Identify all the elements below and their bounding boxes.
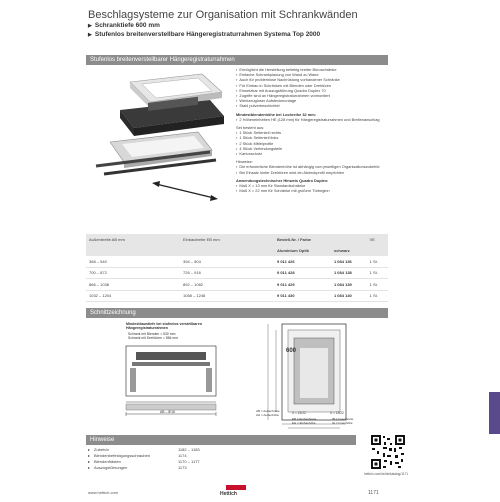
chapter-side-tab bbox=[489, 392, 500, 434]
dim-label-600: 600 bbox=[286, 348, 297, 354]
tri-icon: ▸ bbox=[88, 465, 91, 470]
drawing-note-item: Schrank mit Drehtüren = 556 mm bbox=[128, 336, 179, 341]
section-bar-hinweise: Hinweise bbox=[86, 435, 356, 445]
feature-list bbox=[236, 67, 386, 193]
hinweis-page: 1182 – 1183 bbox=[178, 447, 200, 452]
legend-item: EH = Einbauhöhe bbox=[292, 420, 316, 425]
product-image bbox=[90, 70, 232, 220]
table-cell: 1 084 138 bbox=[331, 267, 367, 279]
table-header: VE bbox=[367, 234, 388, 245]
hinweis-page: 1170 – 1177 bbox=[178, 459, 200, 464]
table-cell: 1 084 140 bbox=[331, 290, 367, 302]
feature-item: ▪ Stahl pulverbeschichtet bbox=[236, 103, 386, 108]
table-cell: 1 St. bbox=[367, 279, 388, 291]
hinweis-label: Zubehör bbox=[94, 447, 109, 452]
feature-item: ▪ Einsetzbar mit Auszugsführung Quadro Duplex 70 bbox=[236, 88, 386, 93]
feature-item: ▪ Werkzeugloser Aufsteckmontage bbox=[236, 98, 386, 103]
legend-item: IH = Innenhöhe bbox=[332, 420, 353, 425]
technical-drawing bbox=[86, 318, 388, 434]
triangle-icon: ▶ bbox=[88, 23, 92, 29]
table-cell: 1032 – 1204 bbox=[86, 290, 180, 302]
table-cell: 394 – 504 bbox=[180, 256, 274, 267]
triangle-icon: ▶ bbox=[88, 32, 92, 38]
min-height-title: Mindestblendenhöhe bei Lochreihe 32 mm: bbox=[236, 111, 316, 117]
table-header: Bestell-Nr. / Farbe bbox=[274, 234, 367, 245]
quadro-title: Anwendungstechnischer Hinweis Quadro Duplex: bbox=[236, 177, 329, 183]
set-item: ▪ Kartonschutz bbox=[236, 151, 386, 156]
drawing-legend bbox=[256, 410, 280, 418]
drawing-note-title: Mindestbaustiefe bei stufenlos verstellbaren Hängeregistraturrahmen bbox=[126, 322, 202, 331]
table-subheader: schwarz bbox=[331, 245, 367, 256]
feature-item: ▪ Für Einbau in Schränken mit Blenden oder Drehtüren bbox=[236, 83, 386, 88]
table-header: Außenbreite AB mm bbox=[86, 234, 180, 245]
set-item: ▪ 1 Stück Seitenteil rechts bbox=[236, 130, 386, 135]
hinweis-label: Blendenbefestigungsschrauben bbox=[94, 453, 151, 458]
feature-item: ▪ Auch für problemlose Nachrüstung vorhandener Schränke bbox=[236, 77, 386, 82]
table-cell: 9 011 428 bbox=[274, 267, 331, 279]
page-title: Beschlagsysteme zur Organisation mit Schrankwänden bbox=[88, 9, 358, 21]
header-bullet-1 bbox=[88, 22, 160, 29]
set-item: ▪ 2 Stück Mittelprofile bbox=[236, 141, 386, 146]
table-cell: 1 St. bbox=[367, 256, 388, 267]
legend-item: EB = Einbaubreite bbox=[292, 417, 317, 421]
table-cell: 1058 – 1248 bbox=[180, 290, 274, 302]
drawing-legend-2 bbox=[292, 418, 316, 426]
notes-title: Hinweise: bbox=[236, 159, 253, 165]
dim-label-ab: AB – 8/16 bbox=[160, 410, 175, 414]
table-cell: 1 084 136 bbox=[331, 256, 367, 267]
section-bar-drawing: Schnittzeichnung bbox=[86, 308, 388, 318]
table-cell: 726 – 916 bbox=[180, 267, 274, 279]
hinweis-label: Auszugsführungen bbox=[94, 465, 128, 470]
table-cell: 9 011 426 bbox=[274, 256, 331, 267]
header-bullet-2 bbox=[88, 31, 320, 38]
notes-item: ▪ Die erforderliche Blendenhöhe ist abhängig vom jeweiligen Organisationszubehör bbox=[236, 164, 386, 169]
table-subheader bbox=[86, 245, 180, 256]
table-row bbox=[86, 256, 388, 267]
set-title: Set besteht aus: bbox=[236, 125, 265, 131]
table-header-row bbox=[86, 234, 388, 245]
header-bullet-text: Stufenlos breitenverstellbare Hängeregistraturrahmen Systema Top 2000 bbox=[94, 31, 321, 38]
footer-brand: Hettich bbox=[220, 491, 237, 497]
quadro-item: ▪ Maß X = 22 mm für Schränke mit großem Türbeginn bbox=[236, 188, 386, 193]
set-item: ▪ 1 Stück Seitenteil links bbox=[236, 135, 386, 140]
legend-item: AH = Außenhöhe bbox=[256, 412, 279, 417]
footer-url[interactable]: www.hettich.com bbox=[88, 490, 119, 495]
hinweis-label: Blendenfrästen bbox=[94, 459, 121, 464]
notes-item: ▪ Bei Einsatz hinter Drehtüren wird ein Abdeckprofil empfohlen bbox=[236, 170, 386, 175]
qr-caption[interactable]: hettich.com/de/de/katalog/1171 bbox=[364, 472, 409, 476]
hinweis-page: 1173 bbox=[178, 465, 187, 470]
table-subheader bbox=[180, 245, 274, 256]
tri-icon: ▸ bbox=[88, 453, 91, 458]
legend-item: AB = Außenbreite bbox=[256, 409, 280, 413]
table-cell: 892 – 1082 bbox=[180, 279, 274, 291]
list-item bbox=[86, 465, 388, 471]
table-cell: 1 St. bbox=[367, 267, 388, 279]
page-number: 1171 bbox=[368, 490, 379, 496]
feature-item: ▪ Ermöglicht die Herstellung beliebig breiter Büroschränke bbox=[236, 67, 386, 72]
hinweis-page: 1174 bbox=[178, 453, 187, 458]
table-cell: 368 – 540 bbox=[86, 256, 180, 267]
table-subheader-row bbox=[86, 245, 388, 256]
table-cell: 9 011 429 bbox=[274, 279, 331, 291]
feature-item: ▪ Zugriffe sind an Hängeregistraturrahmen vormontiert bbox=[236, 93, 386, 98]
drawing-legend-3 bbox=[332, 418, 353, 426]
set-item: ▪ 4 Stück Verbindungsteile bbox=[236, 146, 386, 151]
feature-item: ▪ Einfache Schrankplanung von Wand zu Wand bbox=[236, 72, 386, 77]
tri-icon: ▸ bbox=[88, 447, 91, 452]
table-cell: 1 St. bbox=[367, 290, 388, 302]
frame-profile bbox=[136, 352, 206, 360]
section-bar-product: Stufenlos breitenverstellbarer Hängeregistraturrahmen bbox=[86, 55, 388, 65]
table-row bbox=[86, 267, 388, 279]
table-subheader: Aluminium Optik bbox=[274, 245, 331, 256]
table-header: Einbaubreite EB mm bbox=[180, 234, 274, 245]
table-row bbox=[86, 290, 388, 302]
table-cell: 9 011 430 bbox=[274, 290, 331, 302]
product-table bbox=[86, 234, 388, 302]
table-cell: 700 – 872 bbox=[86, 267, 180, 279]
qr-code-icon[interactable] bbox=[370, 434, 406, 470]
table-cell: 1 084 139 bbox=[331, 279, 367, 291]
table-subheader bbox=[367, 245, 388, 256]
header-bullet-text: Schranktiefe 600 mm bbox=[94, 22, 160, 29]
table-cell: 866 – 1038 bbox=[86, 279, 180, 291]
drawing-note-item: Schrank mit Blenden = 530 mm bbox=[128, 332, 176, 336]
hinweise-list bbox=[86, 447, 356, 475]
min-height-item: ▪ 2 Höheneinheiten HE (128 mm) für Hängeregistraturrahmen und Breitenanschlag bbox=[236, 117, 386, 122]
dim-label-x: X = 13/22 bbox=[292, 411, 306, 415]
dim-label-x2: X = 13/22 bbox=[330, 411, 344, 415]
tri-icon: ▸ bbox=[88, 459, 91, 464]
table-row bbox=[86, 279, 388, 291]
quadro-item: ▪ Maß X = 13 mm für Standardschränke bbox=[236, 183, 386, 188]
legend-item: IB = Innenbreite bbox=[332, 417, 354, 421]
